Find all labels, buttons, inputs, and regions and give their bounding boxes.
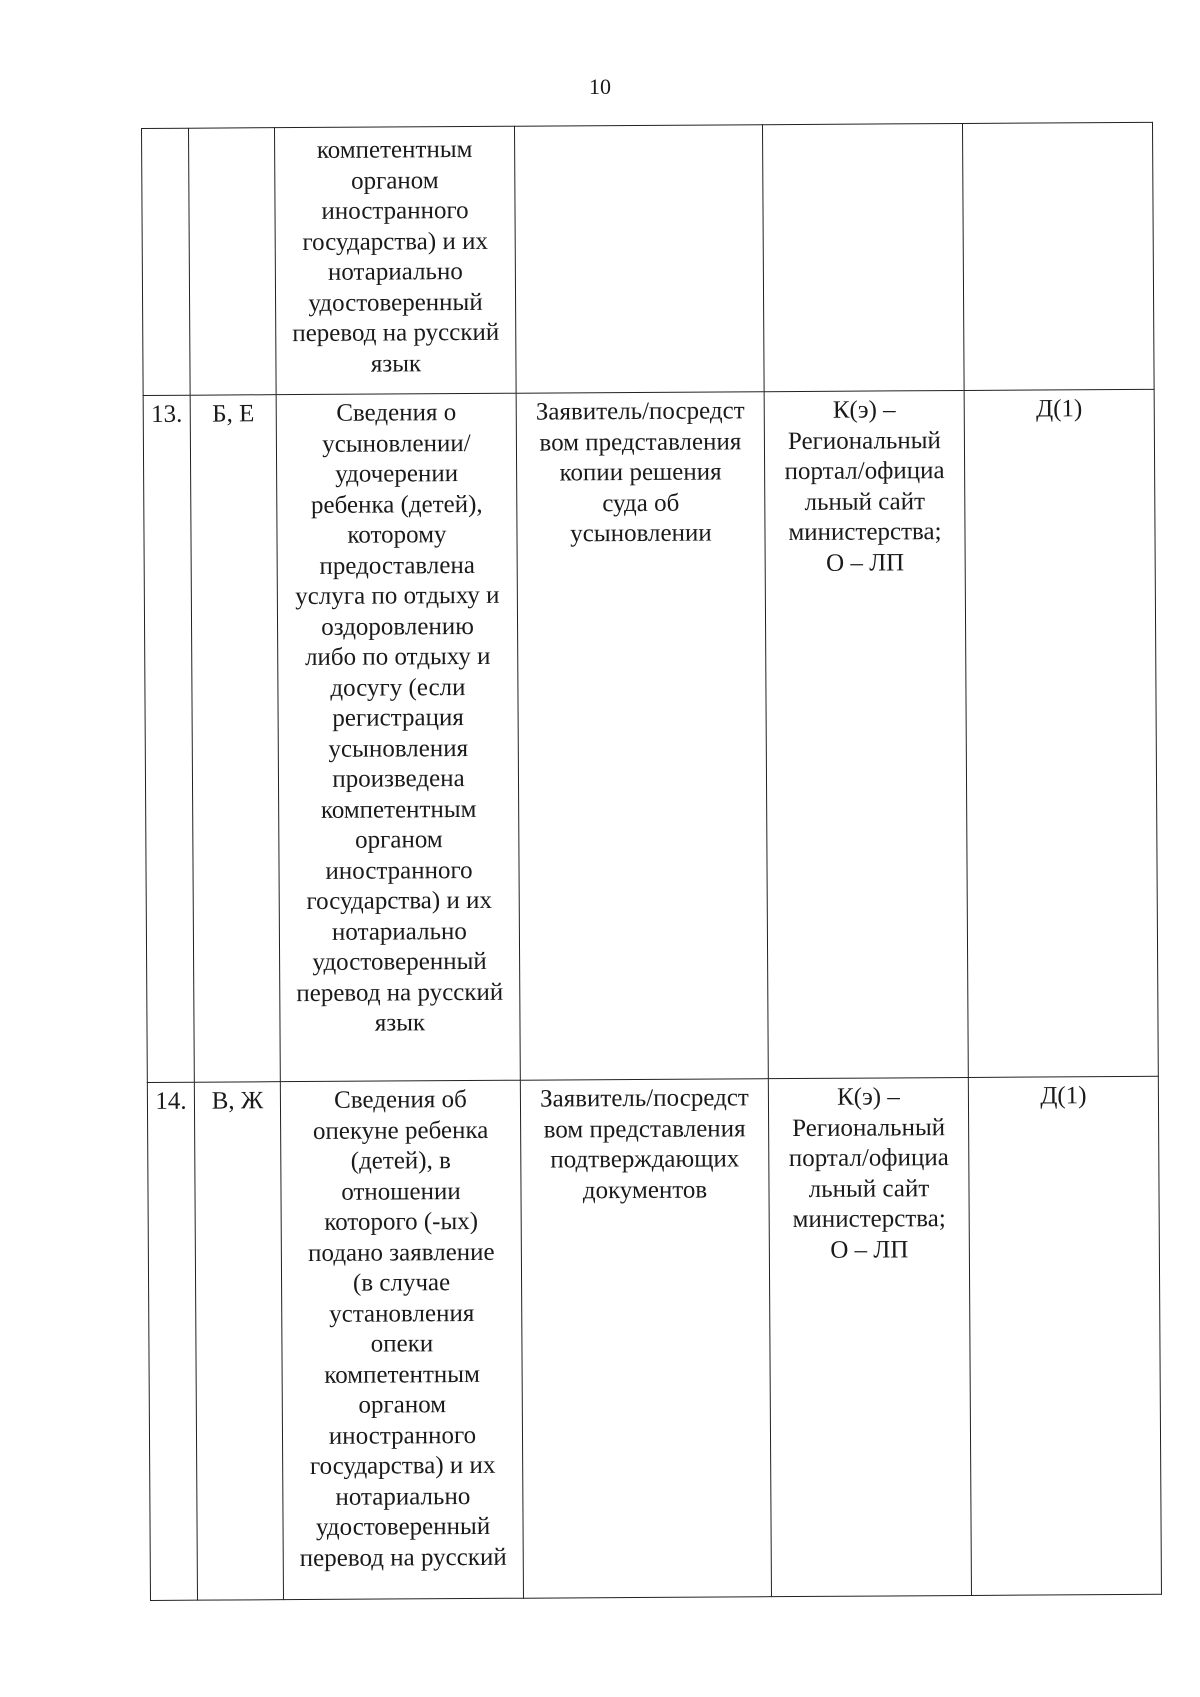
row-description-cell: компетентным органом иностранного государства) и их нотариально удостоверенный перевод на русский язык	[275, 126, 517, 394]
row-number-cell: 13.	[143, 395, 194, 1082]
row-status-cell: Д(1)	[964, 389, 1158, 1077]
row-method-cell: Заявитель/посредст вом представления подтверждающих документов	[520, 1079, 771, 1599]
row-method-cell: Заявитель/посредст вом представления копии решения суда об усыновлении	[516, 392, 768, 1081]
row-categories-cell	[189, 128, 277, 396]
row-status-cell	[962, 122, 1154, 390]
row-channels-cell: К(э) – Региональный портал/официа льный сайт министерства; О – ЛП	[768, 1077, 971, 1596]
row-description-cell: Сведения о усыновлении/ удочерении ребенка (детей), которому предоставлена услуга по отдыху и оздоровлению либо по отдыху и досугу (если регистрация усыновления произведена компетентным органом иностранного государства) и их нотариально удостоверенный перевод на русский язык	[276, 393, 520, 1081]
row-categories-cell: В, Ж	[194, 1082, 283, 1601]
row-channels-cell: К(э) – Региональный портал/официа льный сайт министерства; О – ЛП	[764, 390, 968, 1078]
table-row	[147, 1076, 1161, 1600]
page-number: 10	[589, 74, 611, 99]
row-number-cell: 14.	[147, 1082, 197, 1600]
row-description-cell: Сведения об опекуне ребенка (детей), в отношении которого (-ых) подано заявление (в случае установления опеки компетентным органом иностранного государства) и их нотариально удостоверенный перевод на русский	[280, 1080, 523, 1599]
table-row	[143, 389, 1158, 1082]
row-number-cell	[142, 128, 191, 395]
row-channels-cell	[762, 123, 964, 391]
row-categories-cell: Б, Е	[190, 395, 280, 1083]
documents-table	[141, 122, 1162, 1601]
row-method-cell	[514, 125, 764, 394]
table-row	[142, 122, 1155, 395]
row-status-cell: Д(1)	[968, 1076, 1161, 1595]
